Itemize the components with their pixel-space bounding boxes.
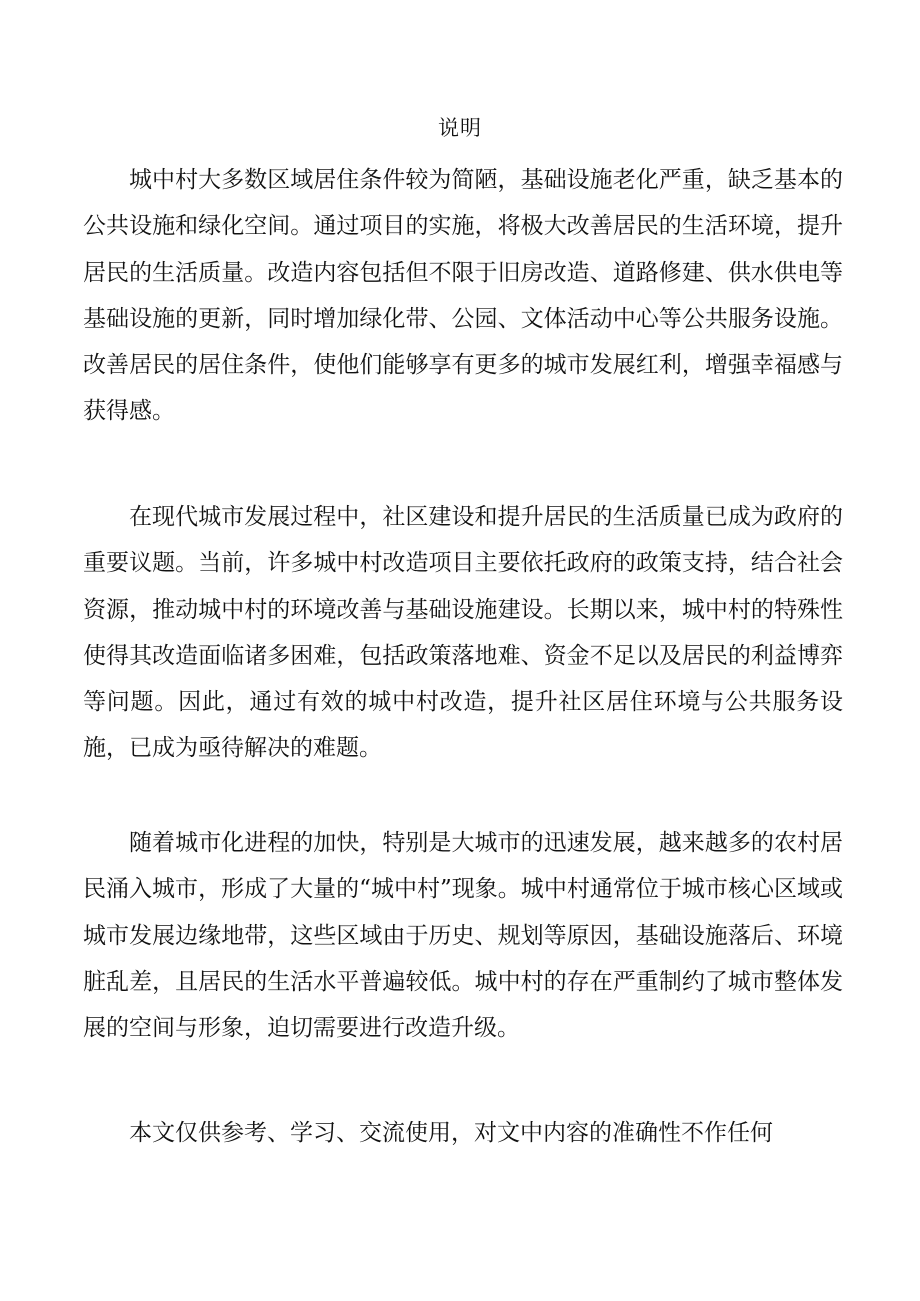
paragraph-1: 城中村大多数区域居住条件较为简陋，基础设施老化严重，缺乏基本的公共设施和绿化空间。通过项目的实施，将极大改善居民的生活环境，提升居民的生活质量。改造内容包括但不限于旧房改造、道路修建、供水供电等基础设施的更新，同时增加绿化带、公园、文体活动中心等公共服务设施。改善居民的居住条件，使他们能够享有更多的城市发展红利，增强幸福感与获得感。 (83, 167, 843, 425)
paragraph-2: 在现代城市发展过程中，社区建设和提升居民的生活质量已成为政府的重要议题。当前，许多城中村改造项目主要依托政府的政策支持，结合社会资源，推动城中村的环境改善与基础设施建设。长期以来，城中村的特殊性使得其改造面临诸多困难，包括政策落地难、资金不足以及居民的利益博弈等问题。因此，通过有效的城中村改造，提升社区居住环境与公共服务设施，已成为亟待解决的难题。 (83, 504, 843, 762)
page-title: 说明 (438, 116, 482, 140)
paragraph-4: 本文仅供参考、学习、交流使用，对文中内容的准确性不作任何 (129, 1120, 773, 1146)
paragraph-3: 随着城市化进程的加快，特别是大城市的迅速发展，越来越多的农村居民涌入城市，形成了大量的“城中村”现象。城中村通常位于城市核心区域或城市发展边缘地带，这些区域由于历史、规划等原因，基础设施落后、环境脏乱差，且居民的生活水平普遍较低。城中村的存在严重制约了城市整体发展的空间与形象，迫切需要进行改造升级。 (83, 830, 843, 1042)
